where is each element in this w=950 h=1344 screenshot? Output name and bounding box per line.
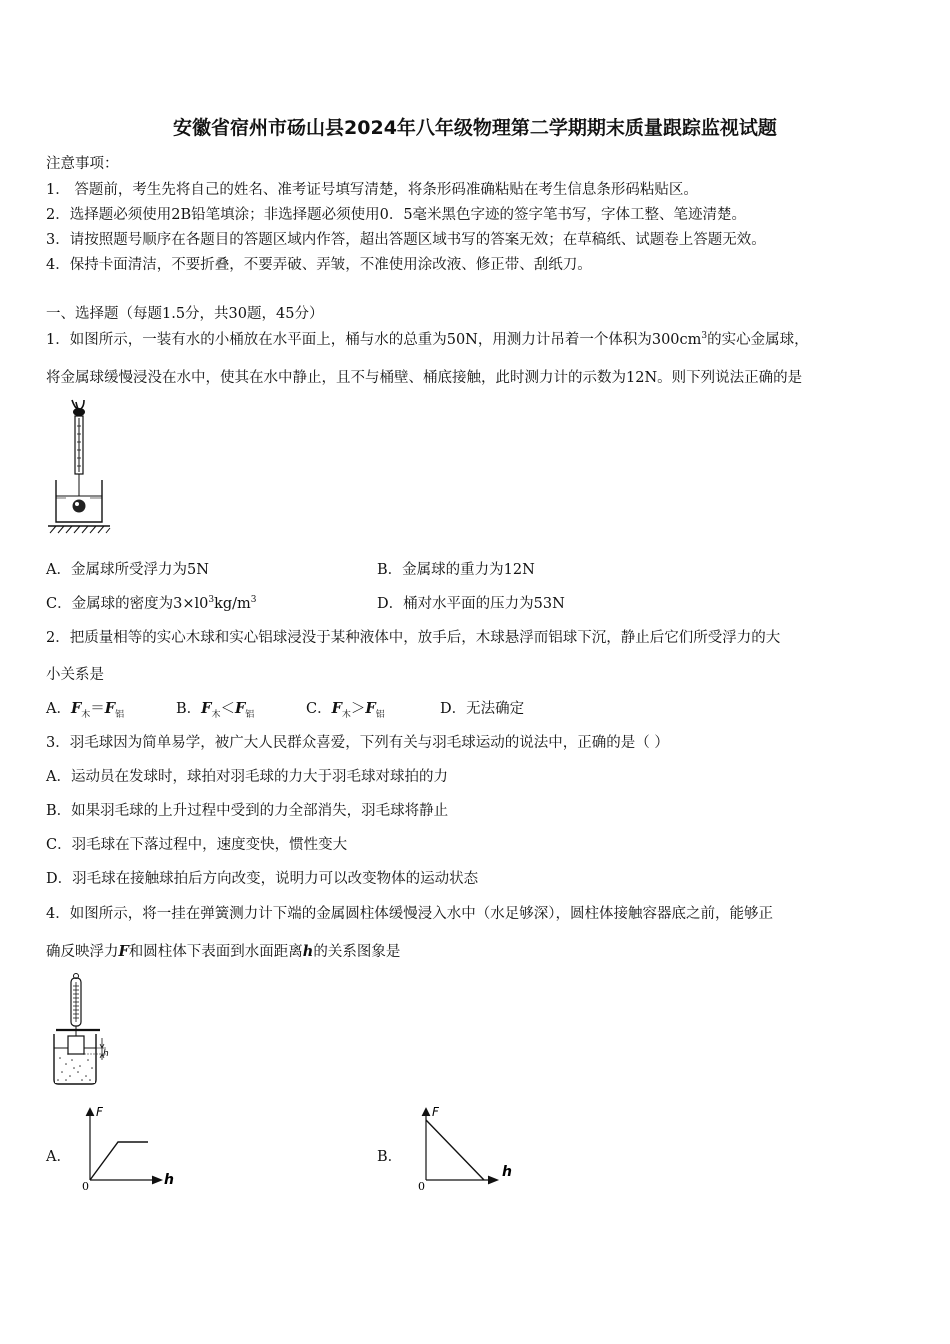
q4-stem-line2 [46,940,400,961]
q4-option-a-graph[interactable] [76,1104,186,1194]
q2-option-a-f1: F [70,700,82,717]
q2-option-b[interactable] [176,697,254,720]
q4-figure [48,972,118,1086]
q1-option-b[interactable]: B．金属球的重力为12N [377,562,535,578]
q3-option-d[interactable]: D．羽毛球在接触球拍后方向改变，说明力可以改变物体的运动状态 [46,871,479,887]
q4-a-origin: 0 [82,1180,89,1193]
q2-option-a-eq: ＝ [90,701,105,717]
q4-figure-h-label: h [103,1049,109,1059]
q2-option-a-f2: F [104,700,116,717]
q2-option-c-sub2: 铝 [375,709,385,720]
q4-a-x-label: h [164,1172,174,1188]
q1-figure [44,398,114,534]
q1-option-a[interactable]: A．金属球所受浮力为5N [46,562,209,578]
q3-option-b[interactable]: B．如果羽毛球的上升过程中受到的力全部消失，羽毛球将静止 [46,803,449,819]
notice-heading: 注意事项： [46,156,119,172]
q2-option-c-gt: ＞ [350,701,366,717]
q2-option-a-sub2: 铝 [115,709,125,720]
q4-text-c: 的关系图象是 [313,944,401,960]
q4-b-y-label: F [432,1105,439,1119]
notice-item-2: 2．选择题必须使用2B铅笔填涂；非选择题必须使用0．5毫米黑色字迹的签字笔书写，字体工整、笔迹清楚。 [46,207,747,223]
q1-option-c-text-b: kg/m [214,596,251,612]
q2-option-b-sub1: 木 [211,709,221,720]
notice-item-4: 4．保持卡面清洁，不要折叠，不要弄破、弄皱，不准使用涂改液、修正带、刮纸刀。 [46,257,592,273]
q1-option-c-sup1: 3 [208,595,215,606]
q2-option-b-sub2: 铝 [245,709,255,720]
q2-option-c[interactable] [306,697,385,720]
section-heading: 一、选择题（每题1.5分，共30题，45分） [46,306,324,322]
q2-option-b-label: B． [176,701,202,717]
q2-option-b-lt: ＜ [220,701,235,717]
q1-option-c-text-a: C．金属球的密度为3×l0 [46,596,209,612]
q2-option-b-f2: F [234,700,246,717]
q4-text-h: h [302,943,314,960]
q4-a-y-label: F [96,1105,103,1119]
q4-stem-line1: 4．如图所示，将一挂在弹簧测力计下端的金属圆柱体缓慢浸入水中（水足够深），圆柱体接触容器底之前，能够正 [46,906,773,922]
q2-option-c-label: C． [306,701,332,717]
q1-text-a: 1．如图所示，一装有水的小桶放在水平面上，桶与水的总重为50N，用测力计吊着一个体积为300cm [46,332,702,348]
q4-option-a-label[interactable]: A． [46,1149,71,1165]
page-title: 安徽省宿州市砀山县2024年八年级物理第二学期期末质量跟踪监视试题 [173,117,777,139]
q4-text-a: 确反映浮力 [46,944,119,960]
q1-option-c-sup2: 3 [250,595,257,606]
q2-option-d[interactable]: D．无法确定 [440,701,525,717]
q2-option-a-label: A． [46,701,71,717]
notice-item-1: 1． 答题前，考生先将自己的姓名、准考证号填写清楚，将条形码准确粘贴在考生信息条形码粘贴区。 [46,182,698,198]
q1-stem-line1 [46,328,809,349]
q2-option-b-f1: F [201,700,212,717]
q3-stem: 3．羽毛球因为简单易学，被广大人民群众喜爱，下列有关与羽毛球运动的说法中，正确的是（ ） [46,735,669,751]
q1-option-d[interactable]: D．桶对水平面的压力为53N [377,596,565,612]
q2-option-c-sub1: 木 [341,709,351,720]
q3-option-a[interactable]: A．运动员在发球时，球拍对羽毛球的力大于羽毛球对球拍的力 [46,769,448,785]
q4-option-b-label[interactable]: B． [377,1149,403,1165]
q2-stem-line1: 2．把质量相等的实心木球和实心铝球浸没于某种液体中，放手后，木球悬浮而铝球下沉，静止后它们所受浮力的大 [46,630,781,646]
q2-option-a[interactable] [46,697,124,720]
q1-sup: 3 [701,331,708,342]
q4-text-b: 和圆柱体下表面到水面距离 [128,944,303,960]
q2-option-c-f1: F [331,700,342,717]
q1-text-b: 的实心金属球， [707,332,809,348]
q2-option-a-sub1: 木 [81,709,91,720]
q1-stem-line2: 将金属球缓慢浸没在水中，使其在水中静止，且不与桶壁、桶底接触，此时测力计的示数为12N。则下列说法正确的是 [46,370,803,386]
q2-option-c-f2: F [365,700,376,717]
notice-item-3: 3．请按照题号顺序在各题目的答题区域内作答，超出答题区域书写的答案无效；在草稿纸、试题卷上答题无效。 [46,232,766,248]
q4-b-x-label: h [502,1164,512,1180]
q1-option-c[interactable] [46,592,257,613]
q4-b-origin: 0 [418,1180,425,1193]
q2-stem-line2: 小关系是 [46,667,104,683]
q4-option-b-graph[interactable] [412,1104,522,1194]
q3-option-c[interactable]: C．羽毛球在下落过程中，速度变快，惯性变大 [46,837,348,853]
q4-text-f: F [118,943,129,960]
